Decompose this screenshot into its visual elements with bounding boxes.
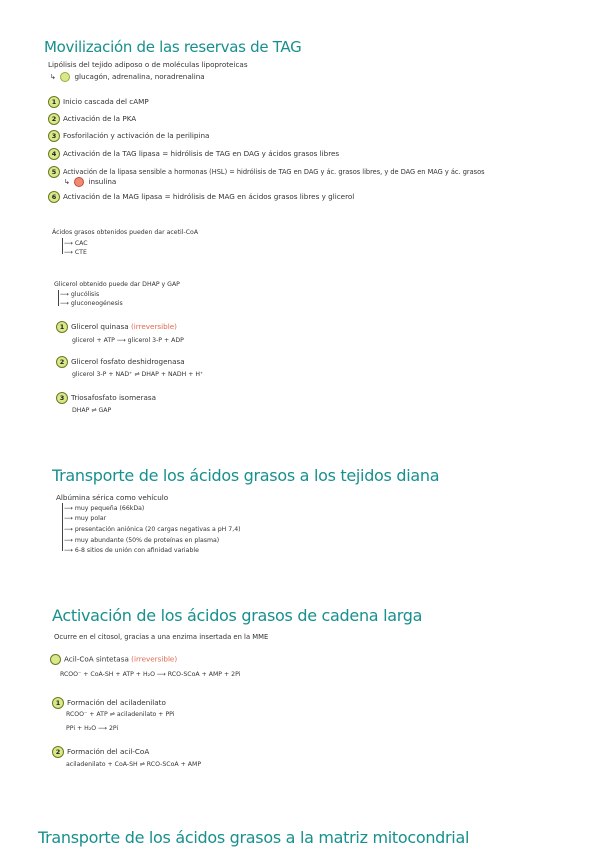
number-badge: 5 (48, 166, 60, 178)
enzyme-name: Glicerol quinasa (71, 322, 129, 331)
albumin-item-0: ⟶ muy pequeña (66kDa) (64, 505, 145, 512)
albumin-item-text: muy pequeña (66kDa) (74, 505, 145, 512)
enzyme-3-rxn: DHAP ⇌ GAP (72, 407, 112, 414)
number-badge: 3 (48, 130, 60, 142)
number-badge: 4 (48, 148, 60, 160)
albumin-intro: Albúmina sérica como vehículo (56, 493, 169, 502)
inhibit-icon (74, 177, 84, 187)
section-title-activacion: Activación de los ácidos grasos de cadena larga (52, 606, 423, 625)
enzyme-1-rxn: glicerol + ATP ⟶ glicerol 3-P + ADP (72, 337, 184, 344)
fa-branch-line (62, 238, 63, 254)
check-icon (60, 72, 70, 82)
step-text: Activación de la lipasa sensible a hormonas (HSL) = hidrólisis de TAG en DAG y ác. grasos libres, y de DAG en MAG y ác. grasos (63, 168, 485, 176)
number-badge: 2 (52, 746, 64, 758)
fa-item-text: CAC (74, 240, 88, 247)
gly-title: Glicerol obtenido puede dar DHAP y GAP (54, 281, 180, 288)
triggers-text: glucagón, adrenalina, noradrenalina (74, 72, 205, 81)
activation-intro: Ocurre en el citosol, gracias a una enzima insertada en la MME (54, 633, 269, 641)
activation-step-1 (52, 697, 166, 709)
number-badge: 2 (48, 113, 60, 125)
number-badge: 1 (48, 96, 60, 108)
number-badge: 6 (48, 191, 60, 203)
enzyme-3 (56, 392, 156, 404)
acyl-coa-synthetase (50, 654, 177, 665)
albumin-item-text: 6-8 sitios de unión con afinidad variable (74, 547, 199, 554)
number-badge: 3 (56, 392, 68, 404)
fa-item-1: ⟶ CTE (64, 249, 87, 256)
section-title-transporte: Transporte de los ácidos grasos a los tejidos diana (52, 466, 440, 485)
enzyme-name: Acil-CoA sintetasa (64, 654, 129, 664)
branch-arrow-icon: ↳ (50, 73, 56, 81)
enzyme-1 (56, 321, 177, 333)
step-name: Formación del aciladenilato (67, 698, 166, 707)
global-reaction: RCOO⁻ + CoA-SH + ATP + H₂O ⟶ RCO-SCoA + AMP + 2Pi (60, 671, 241, 678)
albumin-item-1: ⟶ muy polar (64, 515, 107, 522)
lipolysis-intro: Lipólisis del tejido adiposo o de moléculas lipoproteicas (48, 60, 248, 69)
gly-item-text: glucólisis (70, 291, 100, 298)
fa-item-0: ⟶ CAC (64, 240, 88, 247)
albumin-item-3: ⟶ muy abundante (50% de proteínas en plasma) (64, 537, 220, 544)
step-3 (48, 130, 209, 142)
branch-arrow-icon: ↳ (64, 178, 70, 186)
insulin-line (64, 177, 116, 187)
gly-item-0: ⟶ glucólisis (60, 291, 100, 298)
step-name: Formación del acil-CoA (67, 747, 150, 756)
albumin-item-2: ⟶ presentación aniónica (20 cargas negativas a pH 7,4) (64, 526, 241, 533)
step-6 (48, 191, 354, 203)
step-4 (48, 148, 339, 160)
albumin-item-4: ⟶ 6-8 sitios de unión con afinidad variable (64, 547, 199, 554)
enzyme-name: Triosafosfato isomerasa (71, 393, 157, 402)
albumin-item-text: presentación aniónica (20 cargas negativas a pH 7,4) (74, 526, 241, 533)
enzyme-2 (56, 356, 185, 368)
section-title-movilizacion: Movilización de las reservas de TAG (44, 38, 302, 56)
albumin-item-text: muy polar (74, 515, 107, 522)
number-badge: 1 (52, 697, 64, 709)
step-text: Fosforilación y activación de la perilipina (63, 131, 210, 140)
insulin-text: insulina (88, 177, 117, 186)
irreversible-note: (irreversible) (130, 322, 177, 331)
gly-item-1: ⟶ gluconeogénesis (60, 300, 123, 307)
section-title-matriz: Transporte de los ácidos grasos a la matriz mitocondrial (38, 828, 470, 847)
step-2 (48, 113, 136, 125)
bullet-icon (50, 654, 61, 665)
activation-step-1-rxn-2: PPi + H₂O ⟶ 2Pi (66, 725, 119, 732)
enzyme-name: Glicerol fosfato deshidrogenasa (71, 357, 185, 366)
step-text: Activación de la TAG lipasa = hidrólisis de TAG en DAG y ácidos grasos libres (63, 149, 340, 158)
activation-step-1-rxn-1: RCOO⁻ + ATP ⇌ aciladenilato + PPi (66, 711, 175, 718)
fa-title: Ácidos grasos obtenidos pueden dar acetil-CoA (52, 229, 199, 236)
step-text: Activación de la PKA (63, 114, 137, 123)
fa-item-text: CTE (74, 249, 87, 256)
enzyme-2-rxn: glicerol 3-P + NAD⁺ ⇌ DHAP + NADH + H⁺ (72, 371, 204, 378)
activation-step-2 (52, 746, 149, 758)
step-1 (48, 96, 149, 108)
gly-item-text: gluconeogénesis (70, 300, 123, 307)
triggers-line (50, 72, 205, 82)
step-text: Activación de la MAG lipasa = hidrólisis de MAG en ácidos grasos libres y glicerol (63, 192, 355, 201)
gly-branch-line (58, 290, 59, 306)
step-text: Inicio cascada del cAMP (63, 97, 149, 106)
albumin-branch-line (62, 503, 63, 551)
number-badge: 2 (56, 356, 68, 368)
activation-step-2-rxn-1: aciladenilato + CoA-SH ⇌ RCO-SCoA + AMP (66, 761, 202, 768)
number-badge: 1 (56, 321, 68, 333)
albumin-item-text: muy abundante (50% de proteínas en plasma) (74, 537, 220, 544)
irreversible-note: (irreversible) (131, 654, 178, 664)
